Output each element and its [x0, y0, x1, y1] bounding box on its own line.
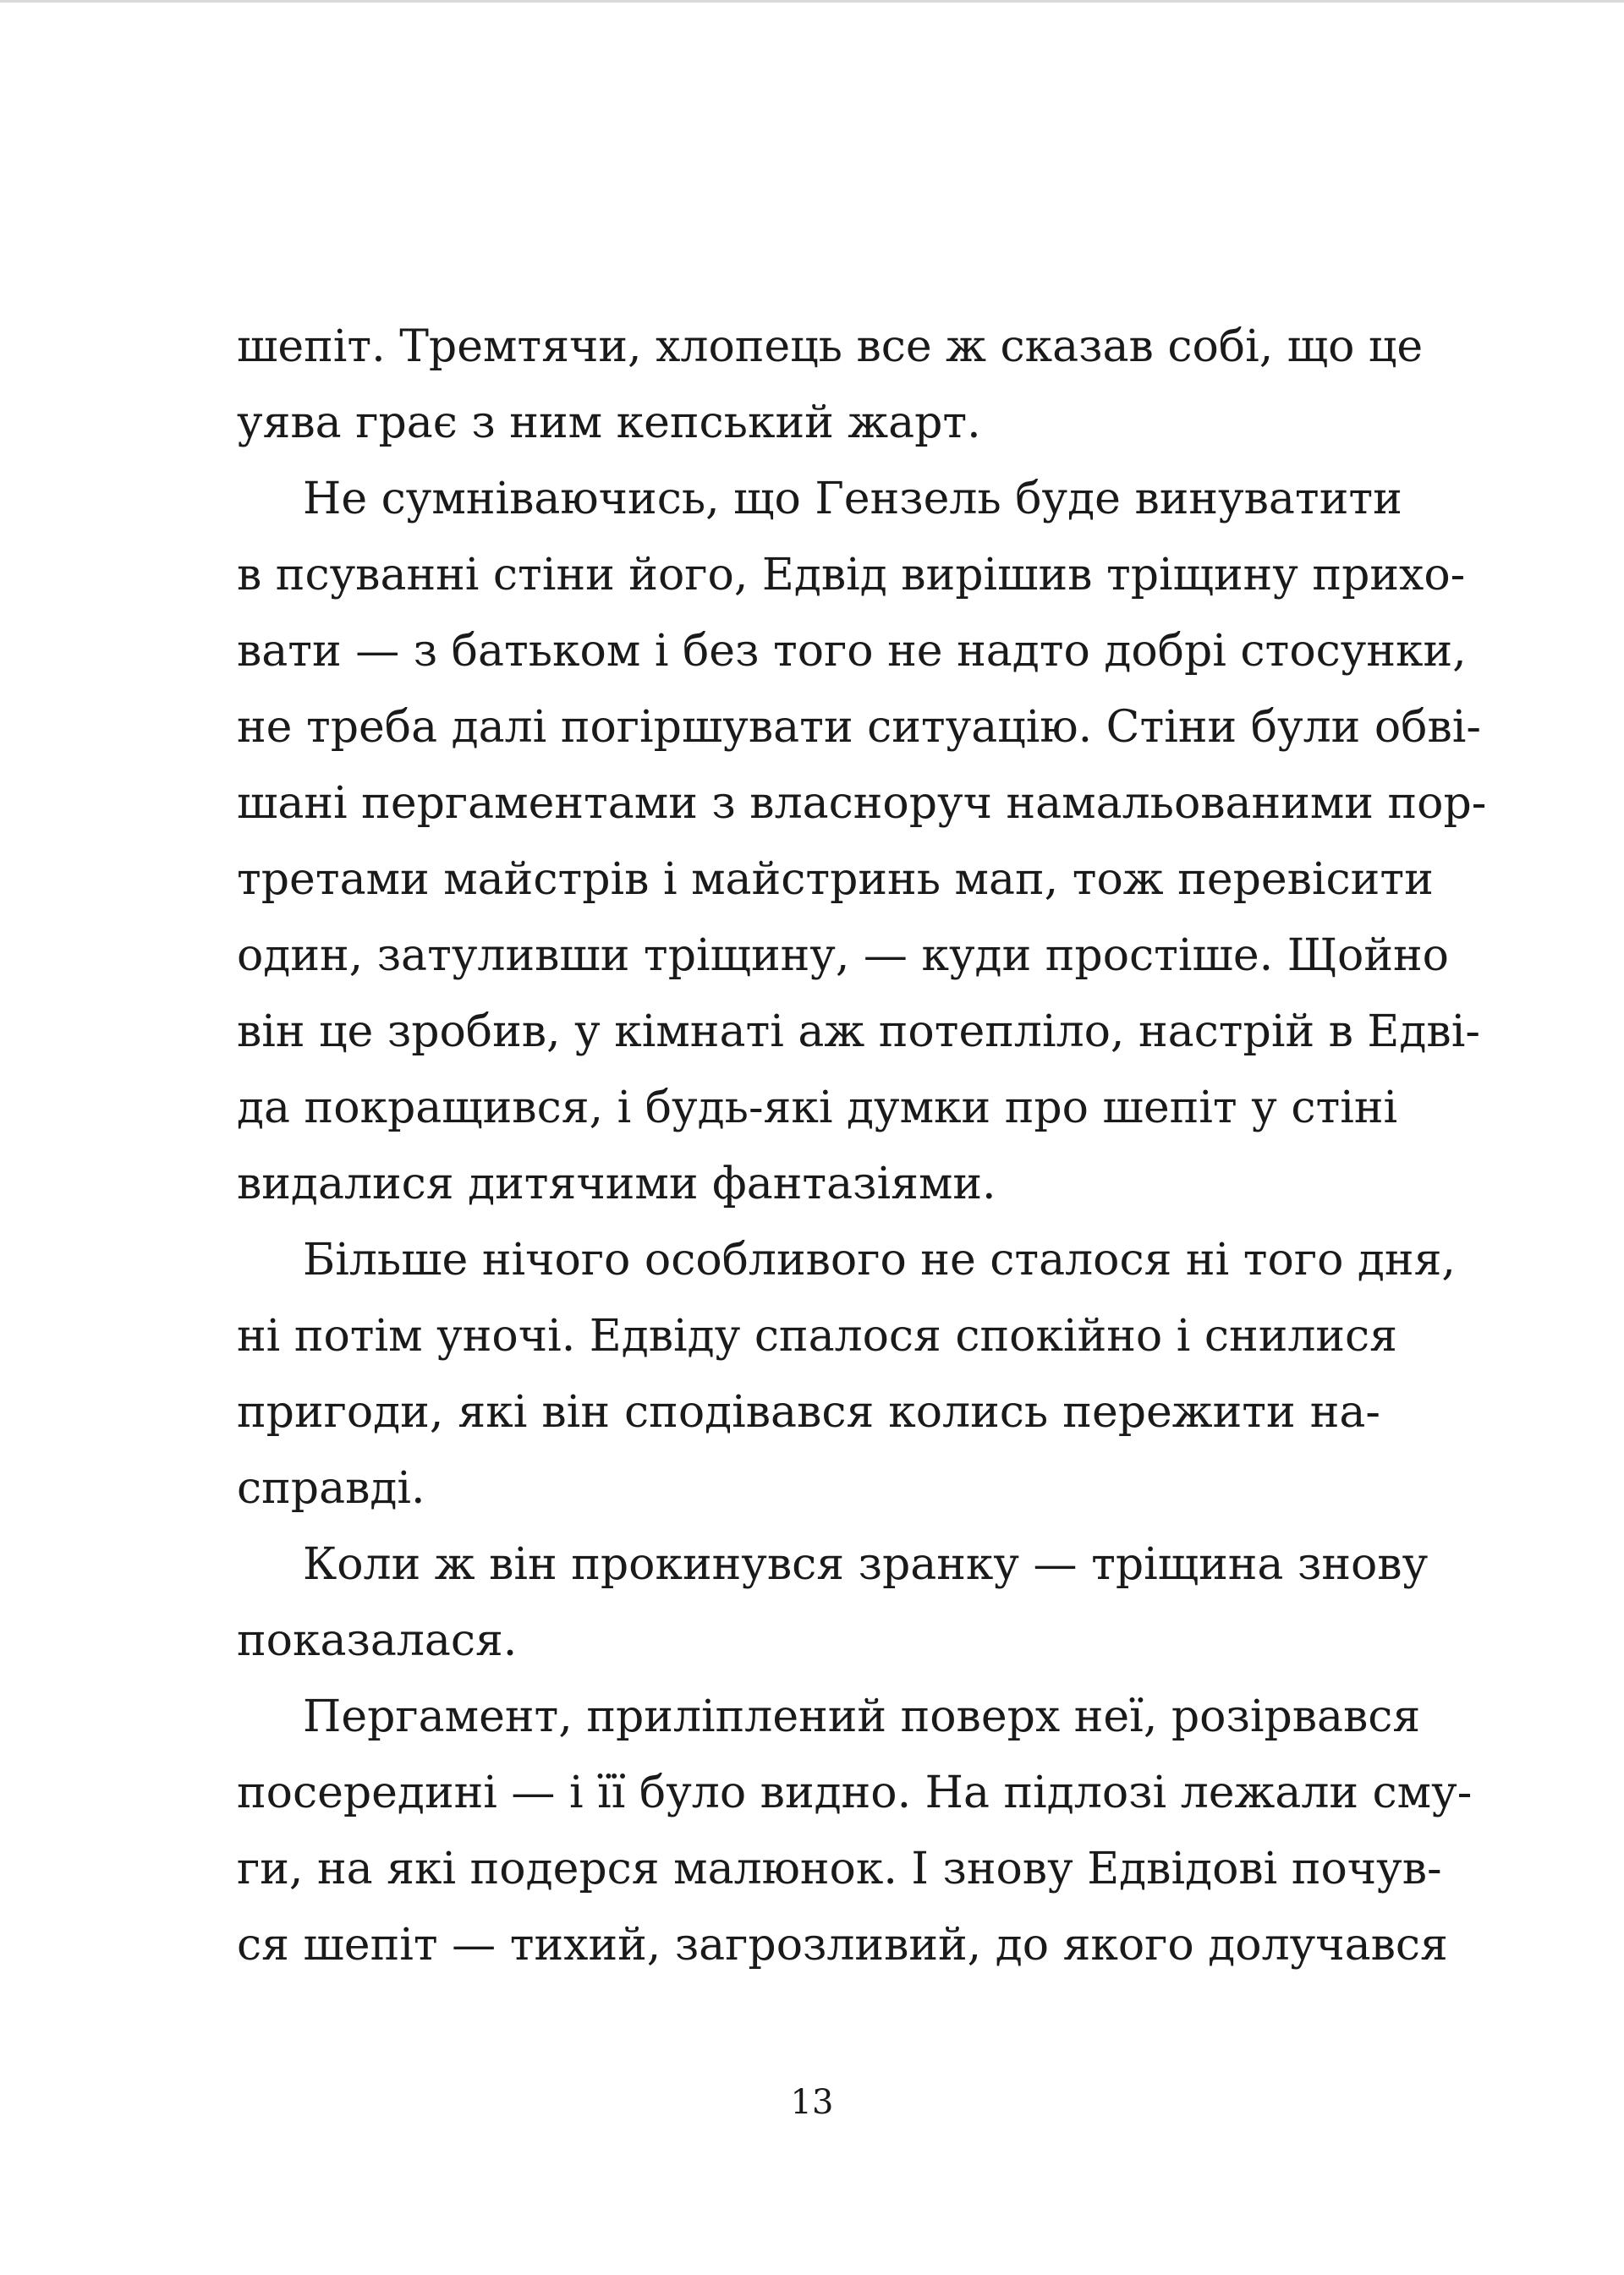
- text-line: ги, на які подерся малюнок. І знову Едвідові почув-: [237, 1844, 1442, 1894]
- text-line: показалася.: [237, 1615, 518, 1666]
- text-line: шепіт. Тремтячи, хлопець все ж сказав собі, що це: [237, 321, 1424, 372]
- text-line: третами майстрів і майстринь мап, тож перевісити: [237, 854, 1434, 905]
- text-line: ся шепіт — тихий, загрозливий, до якого долучався: [237, 1920, 1448, 1971]
- text-line: Не сумніваючись, що Гензель буде винуватити: [303, 474, 1402, 524]
- page-number: 13: [790, 2083, 834, 2122]
- text-line: посередині — і її було видно. На підлозі лежали сму-: [237, 1768, 1473, 1818]
- text-line: не треба далі погіршувати ситуацію. Стіни були обві-: [237, 702, 1481, 753]
- text-line: Коли ж він прокинувся зранку — тріщина знову: [303, 1539, 1429, 1590]
- text-line: Пергамент, приліплений поверх неї, розірвався: [303, 1691, 1421, 1742]
- text-line: вати — з батьком і без того не надто добрі стосунки,: [237, 626, 1467, 677]
- text-line: він це зробив, у кімнаті аж потеплілo, настрій в Едві-: [237, 1006, 1480, 1057]
- text-line: в псуванні стіни його, Едвід вирішив тріщину прихо-: [237, 550, 1466, 600]
- text-line: да покращився, і будь-які думки про шепіт у стіні: [237, 1083, 1398, 1133]
- text-line: шані пергаментами з власноруч намальованими пор-: [237, 778, 1487, 829]
- text-line: Більше нічого особливого не сталося ні того дня,: [303, 1235, 1456, 1286]
- text-line: ні потім уночі. Едвіду спалося спокійно і снилися: [237, 1311, 1397, 1362]
- text-line: справді.: [237, 1463, 425, 1514]
- text-line: один, затуливши тріщину, — куди простіше. Щойно: [237, 930, 1449, 981]
- text-line: видалися дитячими фантазіями.: [237, 1159, 996, 1209]
- text-line: уява грає з ним кепський жарт.: [237, 397, 981, 448]
- body-text: [237, 309, 1487, 1983]
- text-line: пригоди, які він сподівався колись пережити на-: [237, 1387, 1380, 1438]
